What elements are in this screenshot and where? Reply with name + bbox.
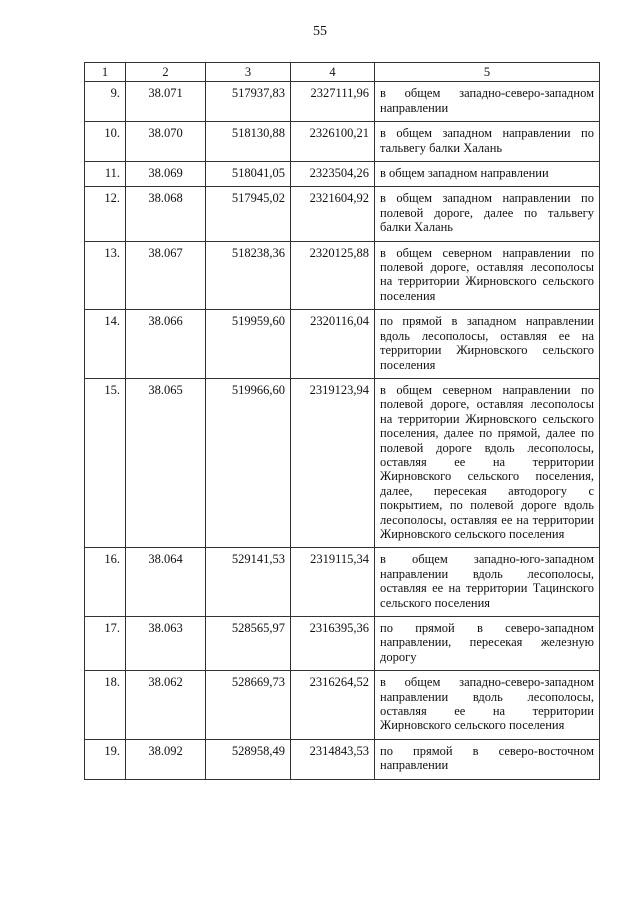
row-number-cell: 17. <box>85 617 126 671</box>
column-header: 2 <box>126 63 206 82</box>
row-number-cell: 19. <box>85 739 126 779</box>
table-row <box>85 671 600 740</box>
table-header-row <box>85 63 600 82</box>
description-cell: в общем северном направлении по полевой дороге, оставляя лесополосы на территории Жирновского сельского поселения, далее по прямой, далее по полевой дороге вдоль лесополосы, оставляя ее на территории Жирновского сельского поселения, далее, пересекая автодорогу с покрытием, по полевой дороге вдоль лесополосы, оставляя ее на территории Жирновского сельского поселения <box>375 378 600 547</box>
table-row <box>85 187 600 241</box>
column-header: 1 <box>85 63 126 82</box>
row-number-cell: 13. <box>85 241 126 310</box>
x-coordinate-cell: 529141,53 <box>206 548 291 617</box>
x-coordinate-cell: 518041,05 <box>206 162 291 187</box>
description-cell: в общем западном направлении <box>375 162 600 187</box>
row-number-cell: 14. <box>85 310 126 379</box>
description-cell: в общем западном направлении по тальвегу балки Халань <box>375 122 600 162</box>
y-coordinate-cell: 2321604,92 <box>291 187 375 241</box>
column-header: 4 <box>291 63 375 82</box>
description-cell: в общем западном направлении по полевой дороге, далее по тальвегу балки Халань <box>375 187 600 241</box>
point-id-cell: 38.062 <box>126 671 206 740</box>
x-coordinate-cell: 528958,49 <box>206 739 291 779</box>
row-number-cell: 11. <box>85 162 126 187</box>
row-number-cell: 16. <box>85 548 126 617</box>
y-coordinate-cell: 2320125,88 <box>291 241 375 310</box>
description-cell: по прямой в западном направлении вдоль лесополосы, оставляя ее на территории Жирновского сельского поселения <box>375 310 600 379</box>
table-row <box>85 548 600 617</box>
point-id-cell: 38.069 <box>126 162 206 187</box>
table-row <box>85 617 600 671</box>
column-header: 5 <box>375 63 600 82</box>
table-row <box>85 162 600 187</box>
point-id-cell: 38.064 <box>126 548 206 617</box>
row-number-cell: 15. <box>85 378 126 547</box>
table-row <box>85 310 600 379</box>
y-coordinate-cell: 2323504,26 <box>291 162 375 187</box>
y-coordinate-cell: 2314843,53 <box>291 739 375 779</box>
row-number-cell: 10. <box>85 122 126 162</box>
row-number-cell: 18. <box>85 671 126 740</box>
y-coordinate-cell: 2319115,34 <box>291 548 375 617</box>
point-id-cell: 38.071 <box>126 82 206 122</box>
y-coordinate-cell: 2327111,96 <box>291 82 375 122</box>
x-coordinate-cell: 528565,97 <box>206 617 291 671</box>
x-coordinate-cell: 517945,02 <box>206 187 291 241</box>
y-coordinate-cell: 2316264,52 <box>291 671 375 740</box>
x-coordinate-cell: 519959,60 <box>206 310 291 379</box>
row-number-cell: 12. <box>85 187 126 241</box>
x-coordinate-cell: 517937,83 <box>206 82 291 122</box>
point-id-cell: 38.070 <box>126 122 206 162</box>
point-id-cell: 38.068 <box>126 187 206 241</box>
y-coordinate-cell: 2319123,94 <box>291 378 375 547</box>
x-coordinate-cell: 519966,60 <box>206 378 291 547</box>
description-cell: в общем западно-юго-западном направлении вдоль лесополосы, оставляя ее на территории Тацинского сельского поселения <box>375 548 600 617</box>
table-row <box>85 378 600 547</box>
description-cell: в общем северном направлении по полевой дороге, оставляя лесополосы на территории Жирновского сельского поселения <box>375 241 600 310</box>
x-coordinate-cell: 518238,36 <box>206 241 291 310</box>
y-coordinate-cell: 2316395,36 <box>291 617 375 671</box>
table-row <box>85 82 600 122</box>
y-coordinate-cell: 2326100,21 <box>291 122 375 162</box>
point-id-cell: 38.065 <box>126 378 206 547</box>
point-id-cell: 38.067 <box>126 241 206 310</box>
point-id-cell: 38.066 <box>126 310 206 379</box>
x-coordinate-cell: 518130,88 <box>206 122 291 162</box>
description-cell: по прямой в северо-восточном направлении <box>375 739 600 779</box>
page-number: 55 <box>313 24 327 39</box>
table-row <box>85 739 600 779</box>
description-cell: в общем западно-северо-западном направлении <box>375 82 600 122</box>
point-id-cell: 38.063 <box>126 617 206 671</box>
boundary-table <box>84 62 600 780</box>
point-id-cell: 38.092 <box>126 739 206 779</box>
table-row <box>85 241 600 310</box>
description-cell: в общем западно-северо-западном направлении вдоль лесополосы, оставляя ее на территории Жирновского сельского поселения <box>375 671 600 740</box>
table-row <box>85 122 600 162</box>
row-number-cell: 9. <box>85 82 126 122</box>
y-coordinate-cell: 2320116,04 <box>291 310 375 379</box>
column-header: 3 <box>206 63 291 82</box>
x-coordinate-cell: 528669,73 <box>206 671 291 740</box>
table-body <box>85 63 600 780</box>
description-cell: по прямой в северо-западном направлении, пересекая железную дорогу <box>375 617 600 671</box>
